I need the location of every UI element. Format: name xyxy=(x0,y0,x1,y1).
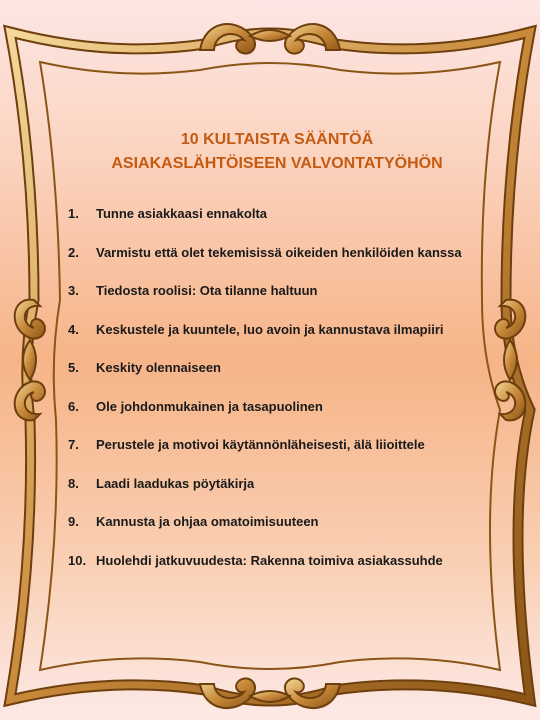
rule-text: Keskustele ja kuuntele, luo avoin ja kannustava ilmapiiri xyxy=(96,321,444,337)
rule-text: Tunne asiakkaasi ennakolta xyxy=(96,206,267,221)
rule-number: 4. xyxy=(68,321,79,337)
rule-text: Ole johdonmukainen ja tasapuolinen xyxy=(96,398,323,414)
rule-item xyxy=(60,320,490,339)
rule-number: 6. xyxy=(68,398,79,414)
rule-number: 1. xyxy=(68,206,79,221)
rule-item xyxy=(60,435,490,454)
rule-number: 2. xyxy=(68,244,79,260)
rule-item xyxy=(60,281,490,300)
rule-item xyxy=(60,204,490,223)
rule-number: 10. xyxy=(68,552,87,568)
rule-text: Laadi laadukas pöytäkirja xyxy=(96,475,255,491)
page-title xyxy=(60,128,490,176)
rule-item xyxy=(60,358,490,377)
rule-item xyxy=(60,474,490,493)
rule-item xyxy=(60,397,490,416)
rule-item xyxy=(60,243,490,262)
rule-text: Tiedosta roolisi: Ota tilanne haltuun xyxy=(96,283,318,298)
content-area xyxy=(60,128,490,589)
rule-item xyxy=(60,551,490,570)
rule-number: 5. xyxy=(68,360,79,375)
rule-text: Perustele ja motivoi käytännönläheisesti, älä liioittele xyxy=(96,437,425,452)
title-line-2: ASIAKASLÄHTÖISEEN VALVONTATYÖHÖN xyxy=(111,155,443,172)
rules-list xyxy=(60,204,490,570)
rule-text: Huolehdi jatkuvuudesta: Rakenna toimiva asiakassuhde xyxy=(96,552,443,568)
rule-text: Keskity olennaiseen xyxy=(96,360,221,375)
rule-number: 8. xyxy=(68,475,79,491)
rule-number: 3. xyxy=(68,283,79,298)
rule-number: 9. xyxy=(68,514,79,529)
rule-number: 7. xyxy=(68,437,79,452)
rule-text: Kannusta ja ohjaa omatoimisuuteen xyxy=(96,514,319,529)
rule-text: Varmistu että olet tekemisissä oikeiden henkilöiden kanssa xyxy=(96,244,462,260)
rule-item xyxy=(60,512,490,531)
title-line-1: 10 KULTAISTA SÄÄNTÖÄ xyxy=(180,131,374,148)
